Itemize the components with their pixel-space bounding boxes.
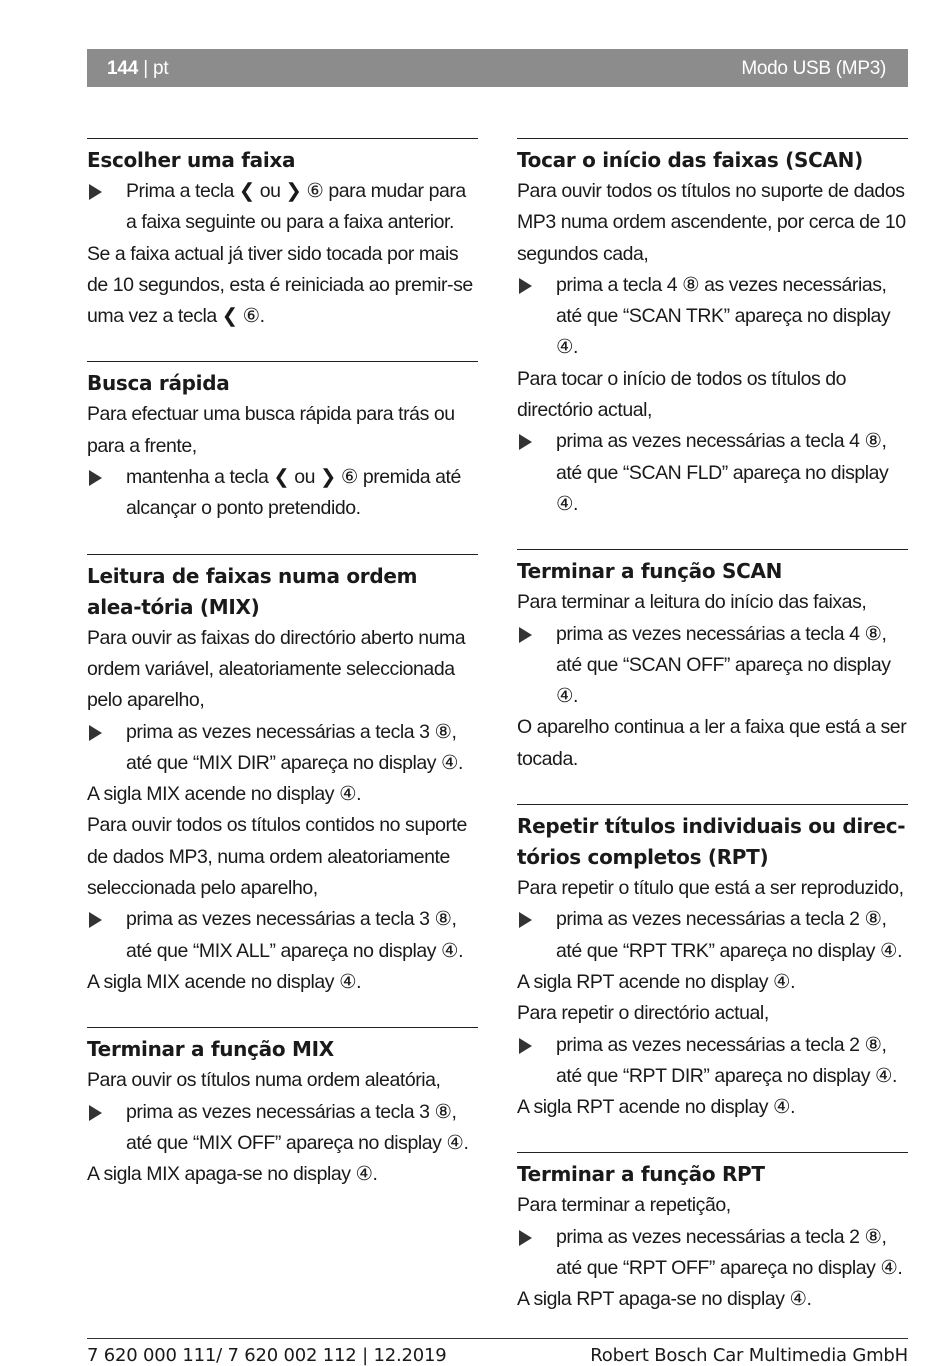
step-text: Prima a tecla ❮ ou ❯ ⑥ para mudar para a faixa seguinte ou para a faixa anterior. bbox=[126, 180, 466, 234]
body-paragraph: A sigla MIX acende no display ④. bbox=[87, 783, 362, 806]
step-text: mantenha a tecla ❮ ou ❯ ⑥ premida até alcançar o ponto pretendido. bbox=[126, 466, 461, 520]
page-number: 144 bbox=[107, 58, 139, 79]
instruction-step bbox=[517, 270, 908, 364]
instruction-step bbox=[517, 1222, 908, 1285]
step-text: prima as vezes necessárias a tecla 3 ⑧, até que “MIX ALL” apareça no display ④. bbox=[126, 908, 464, 962]
instruction-step bbox=[517, 1030, 908, 1093]
section-heading: Leitura de faixas numa ordem alea-tória (MIX) bbox=[87, 563, 418, 619]
step-text: prima as vezes necessárias a tecla 3 ⑧, até que “MIX DIR” apareça no display ④. bbox=[126, 720, 464, 774]
step-arrow-icon bbox=[89, 912, 102, 928]
section bbox=[517, 804, 908, 1123]
body-paragraph: A sigla RPT apaga-se no display ④. bbox=[517, 1288, 812, 1311]
section bbox=[517, 1152, 908, 1315]
page-footer bbox=[87, 1338, 908, 1366]
step-arrow-icon bbox=[89, 470, 102, 486]
body-paragraph: Para ouvir todos os títulos contidos no suporte de dados MP3, numa ordem aleatoriamente seleccionada pelo aparelho, bbox=[87, 814, 467, 900]
section bbox=[87, 554, 478, 999]
body-paragraph: Para repetir o título que está a ser reproduzido, bbox=[517, 877, 904, 900]
header-section-title: Modo USB (MP3) bbox=[741, 58, 886, 79]
step-arrow-icon bbox=[89, 725, 102, 741]
instruction-step bbox=[87, 1097, 478, 1160]
instruction-step bbox=[517, 904, 908, 967]
section-heading: Tocar o início das faixas (SCAN) bbox=[517, 148, 863, 172]
body-paragraph: Para tocar o início de todos os títulos do directório actual, bbox=[517, 367, 847, 422]
section-heading: Terminar a função SCAN bbox=[517, 559, 783, 584]
left-column bbox=[87, 138, 478, 1219]
step-arrow-icon bbox=[519, 912, 532, 928]
step-arrow-icon bbox=[89, 184, 102, 200]
section-heading: Repetir títulos individuais ou direc-tórios completos (RPT) bbox=[517, 814, 906, 870]
body-paragraph: Para terminar a repetição, bbox=[517, 1194, 731, 1217]
step-arrow-icon bbox=[519, 434, 532, 450]
section bbox=[517, 138, 908, 520]
step-arrow-icon bbox=[519, 278, 532, 294]
section bbox=[517, 549, 908, 775]
section bbox=[87, 361, 478, 524]
body-paragraph: Para efectuar uma busca rápida para trás ou para a frente, bbox=[87, 403, 455, 457]
body-paragraph: Para ouvir os títulos numa ordem aleatória, bbox=[87, 1069, 441, 1092]
step-text: prima as vezes necessárias a tecla 4 ⑧, até que “SCAN FLD” apareça no display ④. bbox=[556, 430, 889, 515]
step-arrow-icon bbox=[519, 627, 532, 643]
instruction-step bbox=[87, 904, 478, 967]
section bbox=[87, 138, 478, 332]
body-paragraph: A sigla MIX apaga-se no display ④. bbox=[87, 1163, 378, 1186]
section-heading: Terminar a função MIX bbox=[87, 1037, 334, 1062]
body-paragraph: Para repetir o directório actual, bbox=[517, 1002, 769, 1025]
body-paragraph: A sigla MIX acende no display ④. bbox=[87, 970, 362, 993]
instruction-step bbox=[87, 717, 478, 780]
step-text: prima as vezes necessárias a tecla 2 ⑧, até que “RPT OFF” apareça no display ④. bbox=[556, 1225, 903, 1280]
body-paragraph: Para ouvir as faixas do directório aberto numa ordem variável, aleatoriamente seleccionada pelo aparelho, bbox=[87, 626, 466, 712]
body-paragraph: Para terminar a leitura do início das faixas, bbox=[517, 591, 867, 614]
page-header bbox=[87, 49, 908, 87]
step-text: prima as vezes necessárias a tecla 4 ⑧, até que “SCAN OFF” apareça no display ④. bbox=[556, 622, 891, 708]
section bbox=[87, 1027, 478, 1190]
step-text: prima as vezes necessárias a tecla 2 ⑧, até que “RPT TRK” apareça no display ④. bbox=[556, 908, 903, 962]
instruction-step bbox=[517, 619, 908, 713]
section-heading: Escolher uma faixa bbox=[87, 148, 296, 172]
right-column bbox=[517, 138, 908, 1345]
body-paragraph: Se a faixa actual já tiver sido tocada por mais de 10 segundos, esta é reiniciada ao premir-se uma vez a tecla ❮ ⑥. bbox=[87, 242, 473, 328]
step-arrow-icon bbox=[89, 1105, 102, 1121]
step-arrow-icon bbox=[519, 1038, 532, 1054]
step-text: prima as vezes necessárias a tecla 3 ⑧, até que “MIX OFF” apareça no display ④. bbox=[126, 1100, 469, 1154]
instruction-step bbox=[517, 426, 908, 520]
header-page-info bbox=[107, 58, 168, 80]
section-heading: Terminar a função RPT bbox=[517, 1162, 765, 1187]
body-paragraph: Para ouvir todos os títulos no suporte de dados MP3 numa ordem ascendente, por cerca de 10 segundos cada, bbox=[517, 180, 906, 265]
instruction-step bbox=[87, 462, 478, 525]
step-arrow-icon bbox=[519, 1230, 532, 1246]
step-text: prima as vezes necessárias a tecla 2 ⑧, até que “RPT DIR” apareça no display ④. bbox=[556, 1033, 897, 1087]
body-paragraph: O aparelho continua a ler a faixa que está a ser tocada. bbox=[517, 716, 907, 770]
instruction-step bbox=[87, 176, 478, 239]
footer-doc-number: 7 620 000 111/ 7 620 002 112 | 12.2019 bbox=[87, 1345, 447, 1366]
body-paragraph: A sigla RPT acende no display ④. bbox=[517, 1096, 796, 1119]
footer-publisher: Robert Bosch Car Multimedia GmbH bbox=[590, 1345, 908, 1366]
page-language: | pt bbox=[143, 58, 169, 79]
section-heading: Busca rápida bbox=[87, 371, 230, 396]
body-paragraph: A sigla RPT acende no display ④. bbox=[517, 970, 796, 993]
step-text: prima a tecla 4 ⑧ as vezes necessárias, até que “SCAN TRK” apareça no display ④. bbox=[556, 273, 891, 359]
